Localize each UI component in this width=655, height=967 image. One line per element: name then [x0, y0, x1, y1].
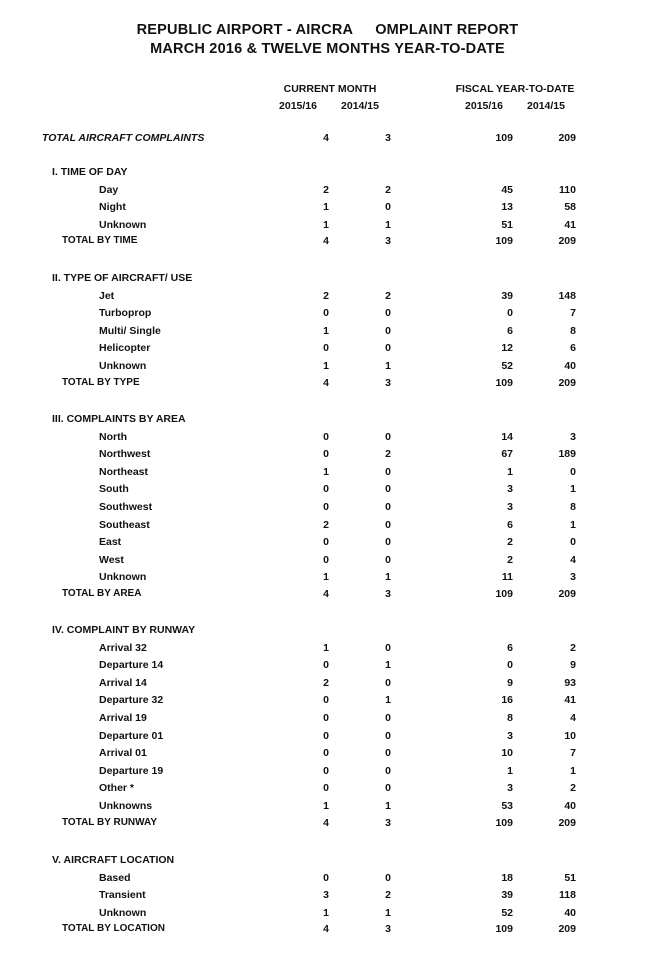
total-complaints-ytd-2014-15: 209 — [558, 132, 576, 144]
row-value-cm-2014-15: 0 — [385, 536, 391, 548]
row-value-ytd-2015-16: 2 — [507, 536, 513, 548]
row-label: Arrival 14 — [99, 677, 147, 689]
row-value-cm-2015-16: 1 — [323, 360, 329, 372]
row-value-cm-2014-15: 0 — [385, 519, 391, 531]
row-value-cm-2014-15: 0 — [385, 642, 391, 654]
row-value-ytd-2014-15: 110 — [559, 184, 576, 196]
row-value-ytd-2015-16: 45 — [501, 184, 513, 196]
row-value-ytd-2014-15: 6 — [570, 342, 576, 354]
section-title — [0, 413, 655, 429]
row-value-ytd-2014-15: 40 — [564, 800, 576, 812]
row-value-cm-2015-16: 0 — [323, 730, 329, 742]
table-row — [0, 342, 655, 358]
section-title-label: V. AIRCRAFT LOCATION — [52, 854, 175, 866]
section-title-label: I. TIME OF DAY — [52, 166, 128, 178]
total-value-ytd-2014-15: 209 — [558, 923, 576, 935]
row-value-ytd-2014-15: 7 — [570, 307, 576, 319]
total-value-cm-2014-15: 3 — [385, 817, 391, 829]
row-value-ytd-2014-15: 1 — [570, 519, 576, 531]
report-subtitle: MARCH 2016 & TWELVE MONTHS YEAR-TO-DATE — [150, 41, 505, 57]
row-label: Arrival 19 — [99, 712, 147, 724]
row-label: Arrival 01 — [99, 747, 147, 759]
row-label: Unknown — [99, 571, 147, 583]
row-value-cm-2014-15: 0 — [385, 730, 391, 742]
row-value-cm-2014-15: 1 — [385, 571, 391, 583]
row-value-ytd-2014-15: 2 — [570, 782, 576, 794]
row-label: Helicopter — [99, 342, 151, 354]
row-value-cm-2015-16: 2 — [323, 184, 329, 196]
row-label: Departure 19 — [99, 765, 164, 777]
row-value-ytd-2015-16: 6 — [507, 325, 513, 337]
row-value-ytd-2015-16: 1 — [507, 765, 513, 777]
row-value-ytd-2015-16: 9 — [507, 677, 513, 689]
row-value-cm-2014-15: 0 — [385, 201, 391, 213]
row-value-ytd-2014-15: 0 — [570, 536, 576, 548]
table-row — [0, 765, 655, 781]
row-value-cm-2015-16: 1 — [323, 325, 329, 337]
row-label: South — [99, 483, 129, 495]
row-value-ytd-2014-15: 41 — [564, 694, 576, 706]
row-value-ytd-2015-16: 0 — [507, 659, 513, 671]
row-value-cm-2014-15: 1 — [385, 360, 391, 372]
row-value-ytd-2014-15: 40 — [564, 907, 576, 919]
row-value-cm-2015-16: 0 — [323, 483, 329, 495]
row-value-cm-2015-16: 1 — [323, 219, 329, 231]
row-value-cm-2015-16: 1 — [323, 466, 329, 478]
total-value-ytd-2014-15: 209 — [558, 377, 576, 389]
row-value-cm-2015-16: 0 — [323, 782, 329, 794]
cm-col1-header: 2015/16 — [279, 100, 317, 112]
table-row — [0, 889, 655, 905]
row-label: Unknown — [99, 219, 147, 231]
row-label: Southwest — [99, 501, 153, 513]
row-value-cm-2015-16: 0 — [323, 659, 329, 671]
total-complaints-cm-2015-16: 4 — [323, 132, 329, 144]
section-total-row — [0, 377, 655, 393]
row-value-ytd-2015-16: 18 — [501, 872, 513, 884]
row-label: Multi/ Single — [99, 325, 161, 337]
row-value-ytd-2015-16: 13 — [501, 201, 513, 213]
row-value-ytd-2014-15: 0 — [570, 466, 576, 478]
total-value-cm-2015-16: 4 — [323, 377, 329, 389]
row-value-cm-2015-16: 0 — [323, 342, 329, 354]
row-value-cm-2014-15: 2 — [385, 184, 391, 196]
row-value-cm-2014-15: 1 — [385, 694, 391, 706]
report-title-part1: REPUBLIC AIRPORT - AIRCRA — [136, 22, 354, 38]
total-value-ytd-2015-16: 109 — [495, 588, 513, 600]
row-value-ytd-2015-16: 2 — [507, 554, 513, 566]
table-row — [0, 466, 655, 482]
row-value-cm-2015-16: 2 — [323, 677, 329, 689]
row-value-cm-2015-16: 1 — [323, 642, 329, 654]
section-title — [0, 272, 655, 288]
row-value-ytd-2015-16: 3 — [507, 782, 513, 794]
table-row — [0, 483, 655, 499]
row-value-ytd-2015-16: 0 — [507, 307, 513, 319]
row-value-ytd-2014-15: 1 — [570, 483, 576, 495]
report-title-part2: OMPLAINT REPORT — [375, 22, 519, 38]
table-row — [0, 712, 655, 728]
section-total-row — [0, 588, 655, 604]
total-complaints-label: TOTAL AIRCRAFT COMPLAINTS — [42, 132, 205, 144]
row-value-ytd-2015-16: 11 — [501, 571, 513, 583]
row-value-ytd-2015-16: 51 — [501, 219, 513, 231]
row-value-cm-2014-15: 2 — [385, 290, 391, 302]
row-value-cm-2014-15: 0 — [385, 554, 391, 566]
row-value-cm-2014-15: 0 — [385, 782, 391, 794]
row-value-cm-2015-16: 2 — [323, 519, 329, 531]
row-label: Day — [99, 184, 119, 196]
ytd-col1-header: 2015/16 — [465, 100, 503, 112]
row-value-ytd-2015-16: 6 — [507, 642, 513, 654]
total-value-cm-2014-15: 3 — [385, 588, 391, 600]
fiscal-ytd-header: FISCAL YEAR-TO-DATE — [455, 83, 575, 95]
row-value-cm-2015-16: 0 — [323, 747, 329, 759]
total-value-cm-2015-16: 4 — [323, 923, 329, 935]
section-title-label: IV. COMPLAINT BY RUNWAY — [52, 624, 196, 636]
row-value-cm-2014-15: 0 — [385, 712, 391, 724]
section-total-row — [0, 923, 655, 939]
row-value-cm-2014-15: 0 — [385, 747, 391, 759]
row-value-ytd-2014-15: 4 — [570, 554, 576, 566]
table-row — [0, 571, 655, 587]
row-value-cm-2014-15: 2 — [385, 448, 391, 460]
row-label: West — [99, 554, 124, 566]
row-value-ytd-2014-15: 8 — [570, 325, 576, 337]
row-value-ytd-2014-15: 3 — [570, 571, 576, 583]
row-value-cm-2015-16: 1 — [323, 907, 329, 919]
row-value-ytd-2014-15: 118 — [559, 889, 576, 901]
row-value-ytd-2015-16: 12 — [501, 342, 513, 354]
total-value-cm-2014-15: 3 — [385, 923, 391, 935]
row-label: North — [99, 431, 127, 443]
table-row — [0, 800, 655, 816]
row-value-cm-2015-16: 0 — [323, 501, 329, 513]
total-value-cm-2014-15: 3 — [385, 377, 391, 389]
row-value-cm-2014-15: 0 — [385, 483, 391, 495]
table-row — [0, 431, 655, 447]
row-label: Unknown — [99, 360, 147, 372]
row-value-cm-2015-16: 0 — [323, 431, 329, 443]
row-value-cm-2014-15: 0 — [385, 466, 391, 478]
row-value-cm-2014-15: 0 — [385, 501, 391, 513]
row-value-ytd-2015-16: 10 — [501, 747, 513, 759]
row-value-ytd-2014-15: 40 — [564, 360, 576, 372]
row-value-ytd-2014-15: 148 — [558, 290, 576, 302]
row-value-ytd-2015-16: 53 — [501, 800, 513, 812]
row-value-ytd-2014-15: 10 — [564, 730, 576, 742]
row-value-cm-2014-15: 0 — [385, 765, 391, 777]
total-complaints-ytd-2015-16: 109 — [495, 132, 513, 144]
total-value-ytd-2015-16: 109 — [495, 923, 513, 935]
row-label: Departure 14 — [99, 659, 164, 671]
row-label: Other * — [99, 782, 135, 794]
table-row — [0, 448, 655, 464]
row-value-ytd-2015-16: 67 — [501, 448, 513, 460]
table-row — [0, 659, 655, 675]
total-value-ytd-2014-15: 209 — [558, 235, 576, 247]
row-value-ytd-2015-16: 3 — [507, 501, 513, 513]
row-value-ytd-2014-15: 41 — [564, 219, 576, 231]
table-row — [0, 360, 655, 376]
row-value-ytd-2014-15: 189 — [558, 448, 576, 460]
total-value-ytd-2015-16: 109 — [495, 817, 513, 829]
section-title — [0, 624, 655, 640]
row-value-cm-2014-15: 0 — [385, 872, 391, 884]
row-value-ytd-2014-15: 3 — [570, 431, 576, 443]
row-value-cm-2015-16: 3 — [323, 889, 329, 901]
row-value-cm-2014-15: 1 — [385, 219, 391, 231]
row-value-cm-2015-16: 1 — [323, 571, 329, 583]
row-value-cm-2015-16: 0 — [323, 872, 329, 884]
row-label: Southeast — [99, 519, 150, 531]
section-total-label: TOTAL BY TYPE — [62, 377, 140, 388]
row-value-cm-2015-16: 0 — [323, 712, 329, 724]
row-value-ytd-2015-16: 6 — [507, 519, 513, 531]
current-month-header: CURRENT MONTH — [283, 83, 377, 95]
section-total-row — [0, 817, 655, 833]
row-value-ytd-2015-16: 16 — [501, 694, 513, 706]
row-value-ytd-2015-16: 52 — [501, 360, 513, 372]
row-value-ytd-2015-16: 52 — [501, 907, 513, 919]
row-value-cm-2014-15: 2 — [385, 889, 391, 901]
row-value-cm-2015-16: 0 — [323, 554, 329, 566]
table-row — [0, 184, 655, 200]
table-row — [0, 307, 655, 323]
row-value-cm-2014-15: 0 — [385, 677, 391, 689]
row-label: Turboprop — [99, 307, 152, 319]
row-label: Based — [99, 872, 131, 884]
section-title — [0, 166, 655, 182]
row-label: Night — [99, 201, 126, 213]
row-value-ytd-2015-16: 1 — [507, 466, 513, 478]
row-value-cm-2014-15: 0 — [385, 307, 391, 319]
table-row — [0, 554, 655, 570]
row-label: Arrival 32 — [99, 642, 147, 654]
table-row — [0, 872, 655, 888]
row-label: Departure 32 — [99, 694, 164, 706]
total-complaints-cm-2014-15: 3 — [385, 132, 391, 144]
row-value-cm-2015-16: 0 — [323, 448, 329, 460]
row-label: Northeast — [99, 466, 149, 478]
row-value-ytd-2015-16: 3 — [507, 483, 513, 495]
row-value-cm-2015-16: 1 — [323, 800, 329, 812]
total-value-ytd-2015-16: 109 — [495, 235, 513, 247]
row-value-cm-2015-16: 0 — [323, 536, 329, 548]
table-row — [0, 501, 655, 517]
total-value-ytd-2014-15: 209 — [558, 817, 576, 829]
total-value-ytd-2015-16: 109 — [495, 377, 513, 389]
row-value-ytd-2014-15: 9 — [570, 659, 576, 671]
table-row — [0, 907, 655, 923]
row-label: Unknowns — [99, 800, 153, 812]
row-value-cm-2015-16: 1 — [323, 201, 329, 213]
table-row — [0, 747, 655, 763]
row-value-ytd-2015-16: 8 — [507, 712, 513, 724]
section-total-label: TOTAL BY AREA — [62, 588, 142, 599]
row-value-cm-2015-16: 2 — [323, 290, 329, 302]
row-value-ytd-2015-16: 39 — [501, 290, 513, 302]
row-value-ytd-2014-15: 7 — [570, 747, 576, 759]
section-title-label: II. TYPE OF AIRCRAFT/ USE — [52, 272, 193, 284]
row-label: East — [99, 536, 122, 548]
row-value-ytd-2014-15: 93 — [564, 677, 576, 689]
table-row — [0, 219, 655, 235]
row-value-cm-2014-15: 0 — [385, 325, 391, 337]
row-value-ytd-2014-15: 8 — [570, 501, 576, 513]
table-row — [0, 325, 655, 341]
table-row — [0, 536, 655, 552]
row-value-ytd-2014-15: 51 — [564, 872, 576, 884]
row-value-cm-2015-16: 0 — [323, 307, 329, 319]
total-value-cm-2015-16: 4 — [323, 817, 329, 829]
row-value-cm-2014-15: 1 — [385, 907, 391, 919]
table-row — [0, 782, 655, 798]
section-title-label: III. COMPLAINTS BY AREA — [52, 413, 186, 425]
section-total-label: TOTAL BY LOCATION — [62, 923, 165, 934]
row-value-cm-2015-16: 0 — [323, 765, 329, 777]
row-value-ytd-2015-16: 3 — [507, 730, 513, 742]
table-row — [0, 642, 655, 658]
section-total-label: TOTAL BY RUNWAY — [62, 817, 158, 828]
row-value-cm-2015-16: 0 — [323, 694, 329, 706]
table-row — [0, 519, 655, 535]
row-value-ytd-2014-15: 2 — [570, 642, 576, 654]
section-title — [0, 854, 655, 870]
table-row — [0, 290, 655, 306]
row-value-cm-2014-15: 0 — [385, 431, 391, 443]
row-value-ytd-2014-15: 1 — [570, 765, 576, 777]
row-label: Unknown — [99, 907, 147, 919]
row-label: Northwest — [99, 448, 151, 460]
table-row — [0, 201, 655, 217]
total-complaints-row — [0, 132, 655, 148]
row-value-ytd-2014-15: 4 — [570, 712, 576, 724]
row-value-ytd-2015-16: 39 — [501, 889, 513, 901]
total-value-cm-2014-15: 3 — [385, 235, 391, 247]
row-label: Transient — [99, 889, 146, 901]
row-value-cm-2014-15: 1 — [385, 659, 391, 671]
cm-col2-header: 2014/15 — [341, 100, 379, 112]
table-row — [0, 677, 655, 693]
table-row — [0, 730, 655, 746]
total-value-cm-2015-16: 4 — [323, 235, 329, 247]
section-total-label: TOTAL BY TIME — [62, 235, 138, 246]
row-value-ytd-2015-16: 14 — [501, 431, 513, 443]
total-value-cm-2015-16: 4 — [323, 588, 329, 600]
section-total-row — [0, 235, 655, 251]
row-label: Jet — [99, 290, 115, 302]
total-value-ytd-2014-15: 209 — [558, 588, 576, 600]
row-value-cm-2014-15: 0 — [385, 342, 391, 354]
ytd-col2-header: 2014/15 — [527, 100, 565, 112]
row-value-ytd-2014-15: 58 — [564, 201, 576, 213]
report-title — [0, 22, 655, 38]
row-value-cm-2014-15: 1 — [385, 800, 391, 812]
table-row — [0, 694, 655, 710]
row-label: Departure 01 — [99, 730, 164, 742]
